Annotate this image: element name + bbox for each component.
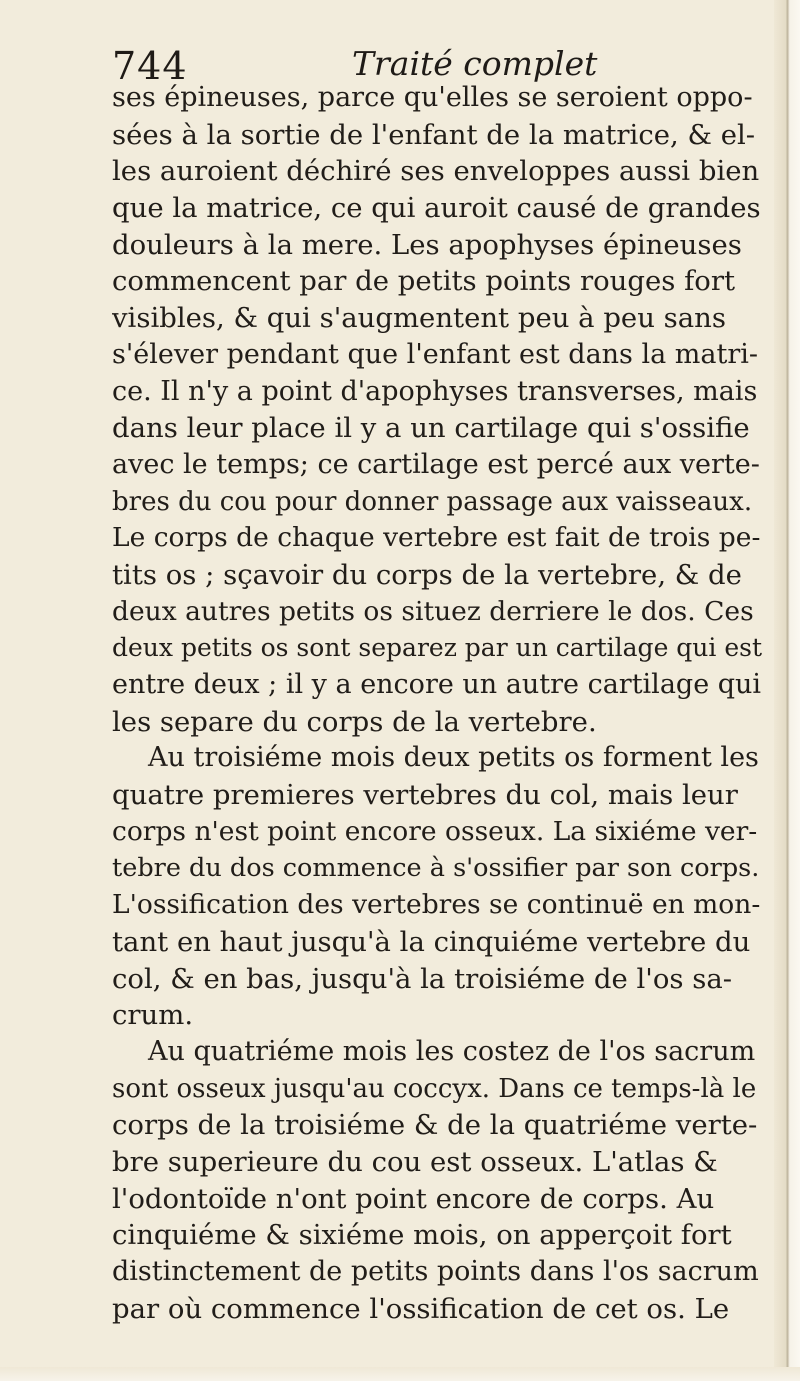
text-line: corps n'est point encore osseux. La sixiéme ver- [112,815,758,847]
text-line: Au quatriéme mois les costez de l'os sacrum [148,1035,756,1067]
text-line: distinctement de petits points dans l'os sacrum [112,1256,759,1287]
page-edge-bottom [0,1367,800,1381]
text-line: deux petits os sont separez par un cartilage qui est [112,633,762,663]
text-line: bres du cou pour donner passage aux vaisseaux. [112,486,753,517]
text-line: commencent par de petits points rouges fort [112,265,736,298]
text-line: que la matrice, ce qui auroit causé de grandes [112,192,761,225]
text-line: tebre du dos commence à s'ossifier par son corps. [112,853,760,884]
text-line: bre superieure du cou est osseux. L'atlas & [112,1145,718,1178]
text-line: deux autres petits os situez derriere le dos. Ces [112,595,754,627]
text-line: L'ossification des vertebres se continuë en mon- [112,889,761,921]
page-number: 744 [112,44,188,88]
text-line: sées à la sortie de l'enfant de la matrice, & el- [112,118,756,151]
text-line: tant en haut jusqu'à la cinquiéme vertebre du [112,925,751,958]
text-line: tits os ; sçavoir du corps de la vertebre, & de [112,558,742,591]
text-line: cinquiéme & sixiéme mois, on apperçoit fort [112,1219,732,1252]
text-line: par où commence l'ossification de cet os. Le [112,1292,730,1325]
text-line: corps de la troisiéme & de la quatriéme verte- [112,1109,758,1142]
text-line: visibles, & qui s'augmentent peu à peu sans [112,302,726,335]
text-line: s'élever pendant que l'enfant est dans la matri- [112,338,759,370]
text-line: quatre premieres vertebres du col, mais leur [112,779,738,812]
text-line: douleurs à la mere. Les apophyses épineuses [112,228,742,261]
text-line: crum. [112,999,194,1032]
text-line: Le corps de chaque vertebre est fait de trois pe- [112,522,761,554]
text-line: Au troisiéme mois deux petits os forment les [148,742,759,774]
running-head: Traité complet [352,44,598,83]
text-line: l'odontoïde n'ont point encore de corps. Au [112,1182,715,1215]
text-line: les separe du corps de la vertebre. [112,705,597,738]
text-line: entre deux ; il y a encore un autre cartilage qui [112,669,762,700]
text-line: col, & en bas, jusqu'à la troisiéme de l'os sa- [112,962,733,995]
text-block [112,80,762,1327]
text-line: avec le temps; ce cartilage est percé aux verte- [112,448,760,480]
text-line: dans leur place il y a un cartilage qui s'ossifie [112,412,750,445]
text-line: sont osseux jusqu'au coccyx. Dans ce temps-là le [112,1073,757,1104]
text-line: ce. Il n'y a point d'apophyses transverses, mais [112,375,758,407]
text-line: ses épineuses, parce qu'elles se seroient oppo- [112,82,753,113]
page-edge-right [774,0,800,1381]
text-line: les auroient déchiré ses enveloppes aussi bien [112,155,760,188]
